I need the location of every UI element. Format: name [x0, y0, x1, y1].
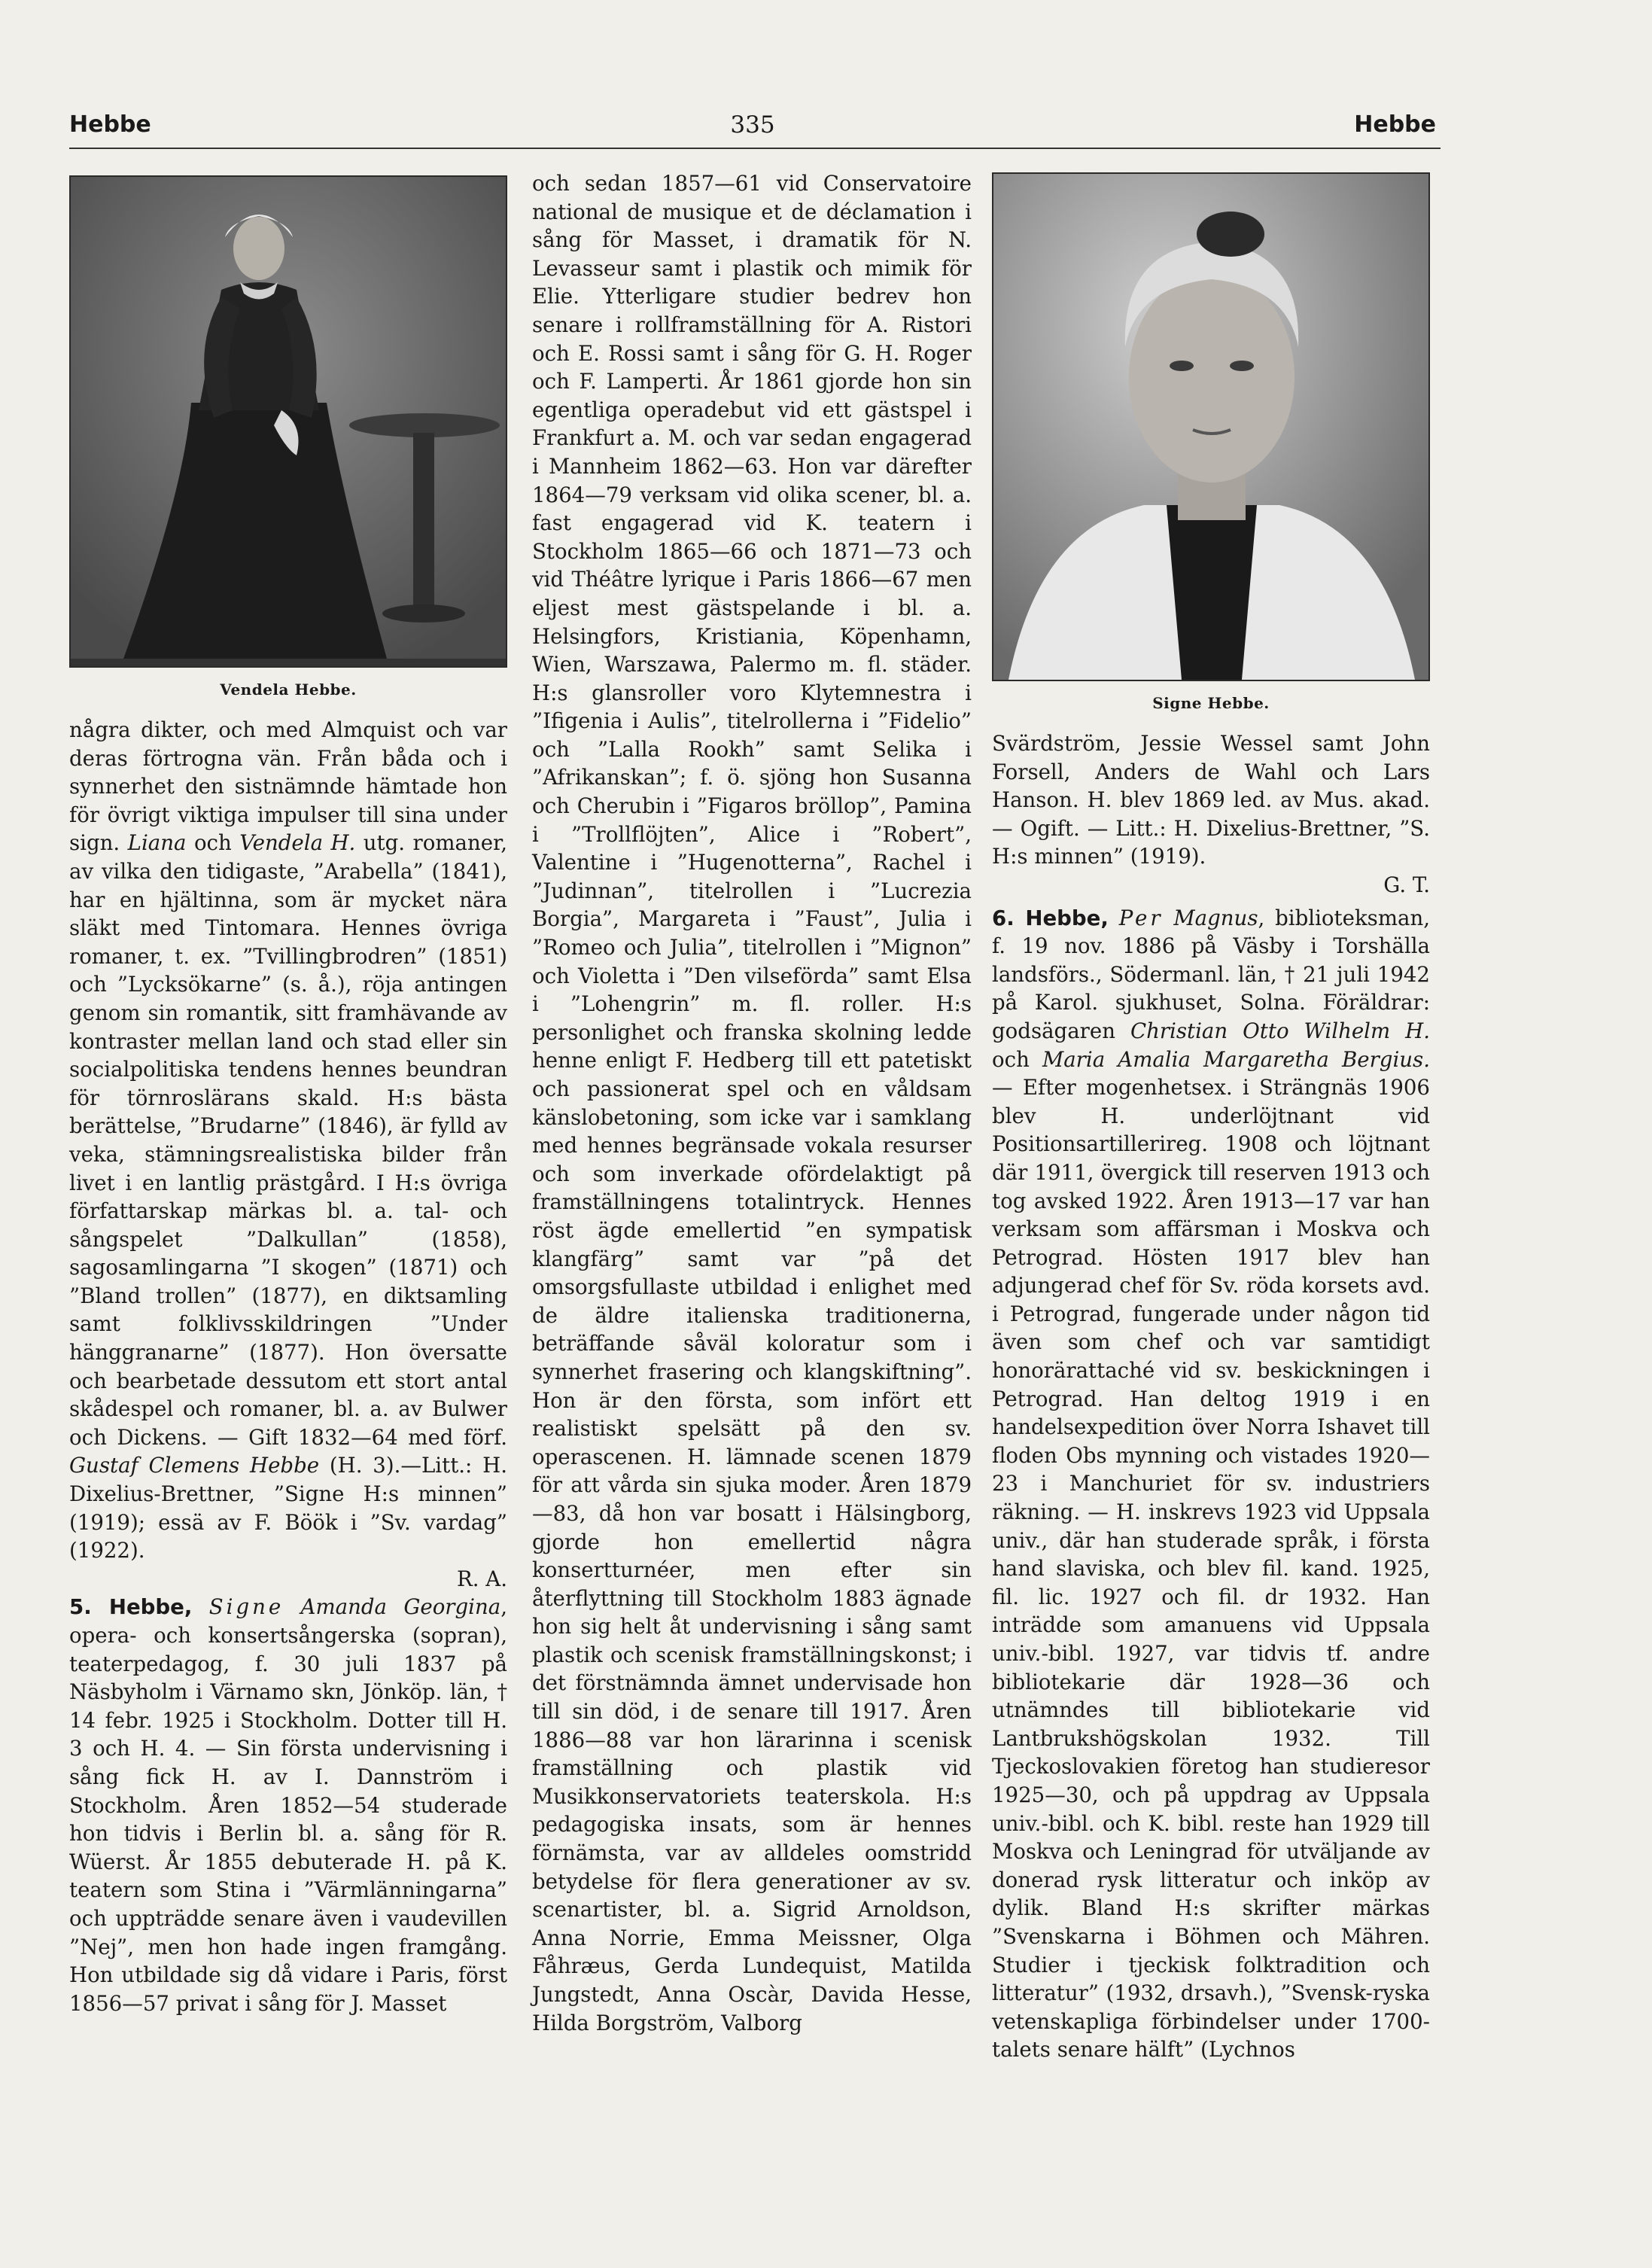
- entry-text: och: [992, 1046, 1042, 1072]
- text-run: utg. romaner, av vilka den tidigaste, ”Arabella” (1841), har en hjältinna, som är mycket nära släkt med Tintomara. Hennes övriga romaner, t. ex. ”Tvillingbrodren” (1851) och ”Lycksökarne” (s. å.), röja antingen genom sin romantik, sitt framhävande av kontraster mellan land och stad eller sin socialpolitiska tendens hennes beundran för törnroslärans skald. H:s bästa berättelse, ”Brudarne” (1846), är fylld av veka, stämningsrealistiska bilder från livet i en lantlig prästgård. I H:s övriga författarskap märkas bl. a. tal- och sångspelet ”Dalkullan” (1858), sagosamlingarna ”I skogen” (1871) och ”Bland trollen” (1877), en diktsamling samt folklivsskildringen ”Under hänggranarne” (1877). Hon översatte och bearbetade dessutom ett stort antal skådespel och romaner, bl. a. av Bulwer och Dickens. — Gift 1832—64 med förf.: [69, 830, 507, 1450]
- figure-caption: Signe Hebbe.: [1152, 694, 1270, 712]
- entry-text: — Efter mogenhetsex. i Strängnäs 1906 blev H. underlöjtnant vid Positionsartillerireg. 1908 och löjtnant där 1911, övergick till reserven 1913 och tog avsked 1922. Åren 1913—17 var han verksam som affärsman i Moskva och Petrograd. Hösten 1917 blev han adjungerad chef för Sv. röda korsets avd. i Petrograd, fungerade under någon tid även som chef och var samtidigt honorärattaché vid sv. beskickningen i Petrograd. Han deltog 1919 i en handelsexpedition över Norra Ishavet till floden Obs mynning och vistades 1920—23 i Manchuriet för sv. industriers räkning. — H. inskrevs 1923 vid Uppsala univ., där han studerade språk, i första hand slaviska, och blev fil. kand. 1925, fil. lic. 1927 och fil. dr 1932. Han inträdde som amanuens vid Uppsala univ.-bibl. 1927, var tidvis tf. andre bibliotekarie där 1928—36 och utnämndes till bibliotekarie vid Lantbrukshögskolan 1932. Till Tjeckoslovakien företog han studieresor 1925—30, och på uppdrag av Uppsala univ.-bibl. och K. bibl. reste han 1929 till Moskva och Leningrad för utväljande av donerad rysk litteratur och inköp av dylik. Bland H:s skrifter märkas ”Svenskarna i Böhmen och Mähren. Studier i tjeckisk folktradition och litteratur” (1932, drsavh.), ”Svensk-ryska vetenskapliga förbindelser under 1700-talets senare hälft” (Lychnos: [992, 1075, 1430, 2063]
- paragraph-vendela-continued: [69, 716, 507, 1565]
- page-header: [69, 105, 1436, 143]
- entry-name-spaced: Per: [1118, 905, 1164, 930]
- header-rule: [69, 148, 1441, 149]
- entry-name-rest: Amanda Georgina: [284, 1594, 501, 1620]
- entry-heading: 5. Hebbe,: [69, 1594, 193, 1620]
- page-number: 335: [730, 111, 775, 139]
- italic-run: Gustaf Clemens Hebbe: [69, 1453, 320, 1478]
- author-signature: R. A.: [456, 1566, 507, 1591]
- header-right-keyword: Hebbe: [1354, 111, 1436, 138]
- italic-run: Christian Otto Wilhelm H.: [1130, 1018, 1430, 1043]
- text-run: några dikter, och med Almquist och var deras förtrogna vän. Från båda och i synnerhet den sistnämnde hämtade hon för övrigt viktiga impulser till sina under sign.: [69, 717, 507, 856]
- entry-text: , biblioteksman, f. 19 nov. 1886 på Väsby i Torshälla landsförs., Södermanl. län, † 21 juli 1942 på Karol. sjukhuset, Solna. Föräldrar: godsägaren: [992, 905, 1430, 1043]
- column-1: [69, 169, 507, 2017]
- portrait-signe-hebbe: [992, 172, 1430, 681]
- text-run: och: [186, 830, 240, 856]
- header-left-keyword: Hebbe: [69, 111, 151, 138]
- entry-6-per-magnus-hebbe: [992, 904, 1430, 2064]
- entry-name-rest: Magnus: [1163, 905, 1258, 930]
- italic-run: Liana: [127, 830, 187, 856]
- figure-caption: Vendela Hebbe.: [220, 680, 357, 699]
- portrait-image: [993, 174, 1428, 680]
- paragraph-signe-end: Svärdström, Jessie Wessel samt John Forsell, Anders de Wahl och Lars Hanson. H. blev 1869 led. av Mus. akad. — Ogift. — Litt.: H. Dixelius-Brettner, ”S. H:s minnen” (1919).: [992, 731, 1430, 869]
- entry-name-spaced: Signe: [208, 1594, 284, 1620]
- column-2: [532, 169, 972, 2037]
- paragraph-signe-continued: och sedan 1857—61 vid Conservatoire national de musique et de déclamation i sång för Masset, i dramatik för N. Levasseur samt i plastik och mimik för Elie. Ytterligare studier bedrev hon senare i rollframställning för A. Ristori och E. Rossi samt i sång för G. H. Roger och F. Lamperti. År 1861 gjorde hon sin egentliga operadebut vid ett gästspel i Frankfurt a. M. och var sedan engagerad i Mannheim 1862—63. Hon var därefter 1864—79 verksam vid olika scener, bl. a. fast engagerad vid K. teatern i Stockholm 1865—66 och 1871—73 och vid Théâtre lyrique i Paris 1866—67 men eljest mest gästspelande i bl. a. Helsingfors, Kristiania, Köpenhamn, Wien, Warszawa, Palermo m. fl. städer. H:s glansroller voro Klytemnestra i ”Ifigenia i Aulis”, titelrollerna i ”Fidelio” och ”Lalla Rookh” samt Selika i ”Afrikanskan”; f. ö. sjöng hon Susanna och Cherubin i ”Figaros bröllop”, Pamina i ”Trollflöjten”, Alice i ”Robert”, Valentine i ”Hugenotterna”, Rachel i ”Judinnan”, titelrollen i ”Lucrezia Borgia”, Margareta i ”Faust”, Julia i ”Romeo och Julia”, titelrollen i ”Mignon” och Violetta i ”Den vilseförda” samt Elsa i ”Lohengrin” m. fl. roller. H:s personlighet och franska skolning ledde henne enligt F. Hedberg till ett patetiskt och passionerat spel och en våldsam känslobetoning, som icke var i samklang med hennes begränsade vokala resurser och som inverkade ofördelaktigt på framställningens totalintryck. Hennes röst ägde emellertid ”en sympatisk klangfärg” samt var ”på det omsorgsfullaste utbildad i enlighet med de äldre italienska traditionerna, beträffande såväl koloratur som i synnerhet frasering och klangskiftning”. Hon är den första, som infört ett realistiskt spelsätt på den sv. operascenen. H. lämnade scenen 1879 för att vårda sin sjuka moder. Åren 1879—83, då hon var bosatt i Hälsingborg, gjorde hon emellertid några konsertturnéer, men efter sin återflyttning till Stockholm 1883 ägnade hon sig helt åt undervisning i sång samt plastik och scenisk framställningskonst; i det förstnämnda ämnet undervisade hon till sin död, i de senare till 1917. Åren 1886—88 var hon lärarinna i scenisk framställning och plastik vid Musikkonservatoriets teaterskola. H:s pedagogiska insats, som är hennes förnämsta, var av alldeles oomstridd betydelse för flera generationer av sv. scenartister, bl. a. Sigrid Arnoldson, Anna Norrie, Emma Meissner, Olga Fåhræus, Gerda Lundequist, Matilda Jungstedt, Anna Oscàr, Davida Hesse, Hilda Borgström, Valborg: [532, 171, 972, 2035]
- portrait-vendela-hebbe: [69, 175, 507, 668]
- italic-run: Maria Amalia Margaretha Bergius.: [1042, 1046, 1430, 1072]
- author-signature: G. T.: [1383, 872, 1430, 897]
- column-3: [992, 169, 1430, 2064]
- italic-run: Vendela H.: [239, 830, 356, 856]
- text-run: (H. 3).—Litt.: H. Dixelius-Brettner, ”Signe H:s minnen” (1919); essä av F. Böök i ”Sv. vardag” (1922).: [69, 1453, 507, 1563]
- entry-5-signe-hebbe: [69, 1593, 507, 2017]
- entry-text: , opera- och konsertsångerska (sopran), teaterpedagog, f. 30 juli 1837 på Näsbyholm i Värnamo skn, Jönköp. län, † 14 febr. 1925 i Stockholm. Dotter till H. 3 och H. 4. — Sin första undervisning i sång fick H. av I. Dannström i Stockholm. Åren 1852—54 studerade hon tidvis i Berlin bl. a. sång för R. Wüerst. År 1855 debuterade H. på K. teatern som Stina i ”Värmlänningarna” och uppträdde senare även i vaudevillen ”Nej”, men hon hade ingen framgång. Hon utbildade sig då vidare i Paris, först 1856—57 privat i sång för J. Masset: [69, 1594, 507, 2016]
- entry-heading: 6. Hebbe,: [992, 905, 1109, 930]
- portrait-image: [71, 177, 506, 666]
